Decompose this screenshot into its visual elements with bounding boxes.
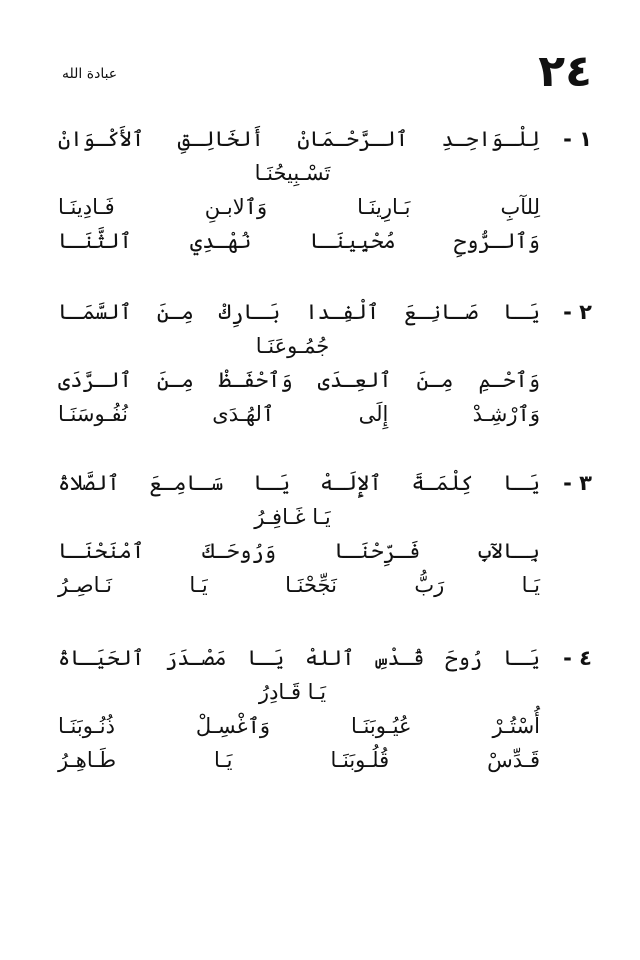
stanza-number: ١ - [563,127,592,151]
verse-line [40,224,600,258]
stanza-1 [40,122,600,258]
verse-line [40,466,600,500]
verse-text: يَـا رُوحَ قُـدْسِ ٱللهْ يَـا مَصْـدَرَ ٱلحَيَـاةْ [58,646,540,670]
verse-text: لِلآبِ بَـارِينَـا وَٱلابـنِ فَـادِينَـا [58,195,540,219]
verse-line [40,709,600,743]
refrain-text: تَسْـبِيحُنَـا [254,161,331,185]
verse-line [40,534,600,568]
verse-text: يَـا رَبُّ نَجِّحْنَـا يَـا نَـاصِـرُ [58,573,540,597]
verse-line [40,568,600,602]
verse-line [40,190,600,224]
verse-text: بِـالآبِ فَـرِّحْنَـا وَرُوحَـكَ ٱمْنَحْنَـا [58,539,540,563]
refrain-line [40,675,600,709]
page-header [40,46,600,100]
verse-line [40,295,600,329]
verse-line [40,641,600,675]
page-number: ٢٤ [538,46,592,97]
verse-text: لِلْـوَاحِـدِ ٱلـرَّحْـمَانْ أَلخَالِـقِ ٱلأَكْـوَانْ [58,127,540,151]
refrain-text: يَـا غَـافِـرُ [254,505,331,529]
refrain-line [40,500,600,534]
verse-text: وَٱحْـمِ مِـنَ ٱلعِـدَى وَٱحْفَـظْ مِـنَ ٱلـرَّدَى [58,368,540,392]
stanza-2 [40,295,600,431]
verse-text: يَـا صَـانِـعَ ٱلْفِـدا بَـارِكْ مِـنَ ٱلسَّمَـا [58,300,540,324]
refrain-line [40,156,600,190]
verse-line [40,743,600,777]
refrain-text: يَـا قَـادِرُ [258,680,327,704]
refrain-line [40,329,600,363]
stanza-number: ٤ - [563,646,592,670]
verse-text: وَٱرْشِـدْ إِلَى ٱلهُـدَى نُفُـوسَنَـا [58,402,540,426]
stanza-number: ٢ - [563,300,592,324]
verse-text: أُسْتُـرْ عُيُـوبَنَـا وَٱغْسِـلْ ذُنُـوبَنَـا [58,714,540,738]
stanza-4 [40,641,600,777]
verse-text: قَـدِّسْ قُلُـوبَنَـا يَـا طَـاهِـرُ [58,748,540,772]
verse-text: يَـا كِلْمَـةَ ٱلإِلَـهْ يَـا سَـامِـعَ ٱلصَّلاةْ [58,471,540,495]
verse-line [40,397,600,431]
verse-text: وَٱلـرُّوحِ مُحْيِينَـا نُهْـدِي ٱلثَّنَـا [58,229,540,253]
running-title: عبادة الله [62,66,118,82]
stanza-3 [40,466,600,602]
verse-line [40,363,600,397]
refrain-text: جُمُـوعَنَـا [255,334,330,358]
stanza-number: ٣ - [563,471,592,495]
verse-line [40,122,600,156]
